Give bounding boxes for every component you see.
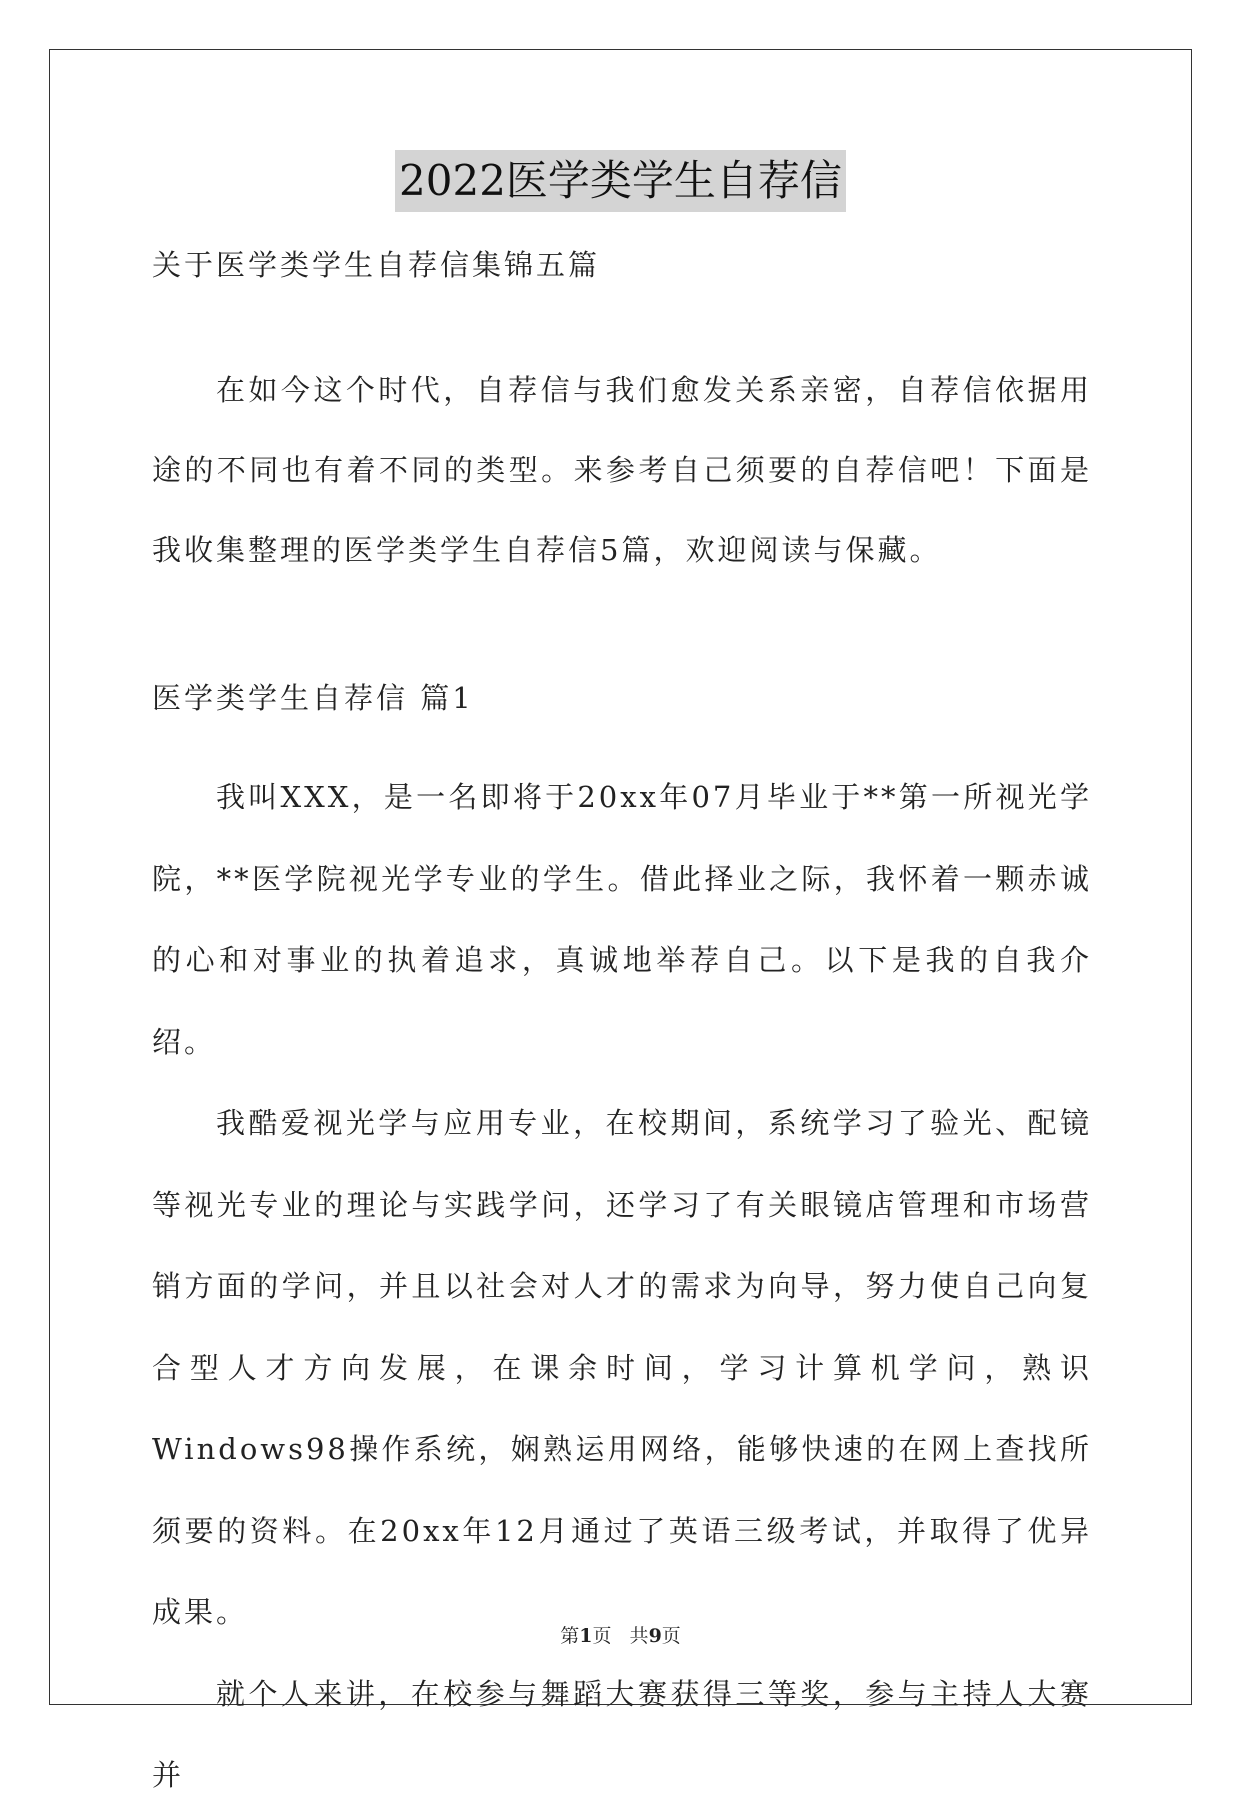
footer-current-page: 1 <box>579 1625 593 1647</box>
letter-body <box>152 757 1092 1817</box>
title-container <box>0 150 1241 212</box>
document-title: 2022医学类学生自荐信 <box>395 150 846 212</box>
body-paragraph-3: 就个人来讲，在校参与舞蹈大赛获得三等奖，参与主持人大赛并 <box>152 1676 1092 1792</box>
footer-total-pages: 9 <box>648 1625 662 1647</box>
footer-suffix: 页 <box>661 1625 681 1647</box>
body-paragraph-1: 我叫XXX，是一名即将于20xx年07月毕业于**第一所视光学院，**医学院视光学专业的学生。借此择业之际，我怀着一颗赤诚的心和对事业的执着追求，真诚地举荐自己。以下是我的自我介绍。 <box>152 780 1092 1059</box>
page-footer <box>0 1621 1241 1648</box>
intro-section <box>152 350 1092 590</box>
intro-paragraph: 在如今这个时代，自荐信与我们愈发关系亲密，自荐信依据用途的不同也有着不同的类型。来参考自己须要的自荐信吧！下面是我收集整理的医学类学生自荐信5篇，欢迎阅读与保藏。 <box>152 373 1092 567</box>
document-subtitle: 关于医学类学生自荐信集锦五篇 <box>152 248 601 282</box>
footer-middle: 页 共 <box>592 1625 649 1647</box>
section-heading: 医学类学生自荐信 篇1 <box>152 681 474 715</box>
body-paragraph-2: 我酷爱视光学与应用专业，在校期间，系统学习了验光、配镜等视光专业的理论与实践学问，还学习了有关眼镜店管理和市场营销方面的学问，并且以社会对人才的需求为向导，努力使自己向复合型人才方向发展，在课余时间，学习计算机学问，熟识Windows98操作系统，娴熟运用网络，能够快速的在网上查找所须要的资料。在20xx年12月通过了英语三级考试，并取得了优异成果。 <box>152 1106 1092 1629</box>
footer-prefix: 第 <box>560 1625 580 1647</box>
